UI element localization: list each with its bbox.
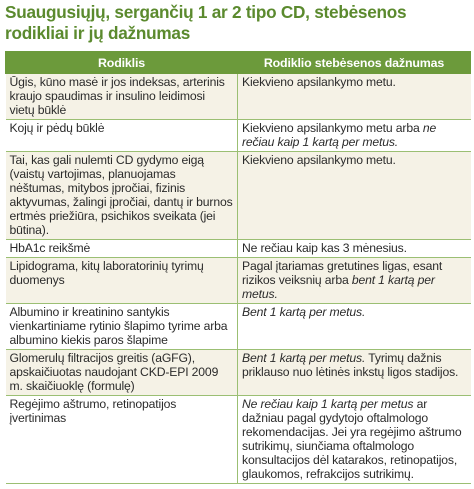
frequency-text: ne rečiau kaip 1 kartą per metus. — [242, 121, 437, 149]
frequency-text: Kiekvieno apsilankymo metu arba — [242, 121, 423, 135]
frequency-cell — [238, 240, 471, 258]
monitoring-table — [5, 51, 471, 484]
indicator-cell: Glomerulų filtracijos greitis (aGFG), apskaičiuotas naudojant CKD-EPI 2009 m. skaičiuoklę (formulę) — [6, 350, 238, 396]
frequency-cell — [238, 304, 471, 350]
header-indicator: Rodiklis — [6, 52, 238, 74]
frequency-cell — [238, 350, 471, 396]
indicator-cell: Regėjimo aštrumo, retinopatijos įvertinimas — [6, 396, 238, 484]
indicator-cell: Albumino ir kreatinino santykis vienkartiniame rytinio šlapimo tyrime arba albumino kiekis paros šlapime — [6, 304, 238, 350]
indicator-cell: Kojų ir pėdų būklė — [6, 120, 238, 152]
table-row — [6, 304, 471, 350]
frequency-cell — [238, 120, 471, 152]
frequency-text: Bent 1 kartą per metus. — [242, 351, 366, 365]
table-row — [6, 258, 471, 304]
table-row — [6, 240, 471, 258]
table-row — [6, 120, 471, 152]
table-row — [6, 396, 471, 484]
frequency-cell — [238, 258, 471, 304]
frequency-text: Pagal įtariamas gretutines ligas, esant rizikos veiksnių arba — [242, 259, 443, 287]
frequency-text: Tyrimų dažnis priklauso nuo lėtinės inkstų ligos stadijos. — [242, 351, 459, 379]
indicator-cell: Tai, kas gali nulemti CD gydymo eigą (vaistų vartojimas, planuojamas nėštumas, mitybos įpročiai, fizinis aktyvumas, žalingi įpročiai, dantų ir burnos ertmės priežiūra, psichikos sveikata (jei būtina). — [6, 152, 238, 240]
indicator-cell: Ūgis, kūno masė ir jos indeksas, arterinis kraujo spaudimas ir insulino leidimosi vietų būklė — [6, 74, 238, 120]
table-row — [6, 350, 471, 396]
table-body — [6, 74, 471, 484]
document-title: Suaugusiųjų, sergančių 1 ar 2 tipo CD, stebėsenos rodikliai ir jų dažnumas — [5, 2, 407, 43]
frequency-text: Kiekvieno apsilankymo metu. — [242, 75, 396, 89]
frequency-text: Ne rečiau kaip kas 3 mėnesius. — [242, 241, 407, 255]
header-frequency: Rodiklio stebėsenos dažnumas — [238, 52, 471, 74]
frequency-cell — [238, 74, 471, 120]
frequency-text: Bent 1 kartą per metus. — [242, 305, 366, 319]
frequency-text: Kiekvieno apsilankymo metu. — [242, 153, 396, 167]
frequency-cell — [238, 396, 471, 484]
table-row — [6, 74, 471, 120]
frequency-cell — [238, 152, 471, 240]
indicator-cell: Lipidograma, kitų laboratorinių tyrimų duomenys — [6, 258, 238, 304]
table-header-row — [6, 52, 471, 74]
table-row — [6, 152, 471, 240]
frequency-text: ar dažniau pagal gydytojo oftalmologo rekomendacijas. Jei yra regėjimo aštrumo sutrikimų, siunčiama oftalmologo konsultacijos dėl katarakos, retinopatijos, glaukomos, refrakcijos sutrikimų. — [242, 397, 462, 481]
indicator-cell: HbA1c reikšmė — [6, 240, 238, 258]
frequency-text: Ne rečiau kaip 1 kartą per metus — [242, 397, 414, 411]
frequency-text: bent 1 kartą per metus. — [242, 273, 435, 301]
